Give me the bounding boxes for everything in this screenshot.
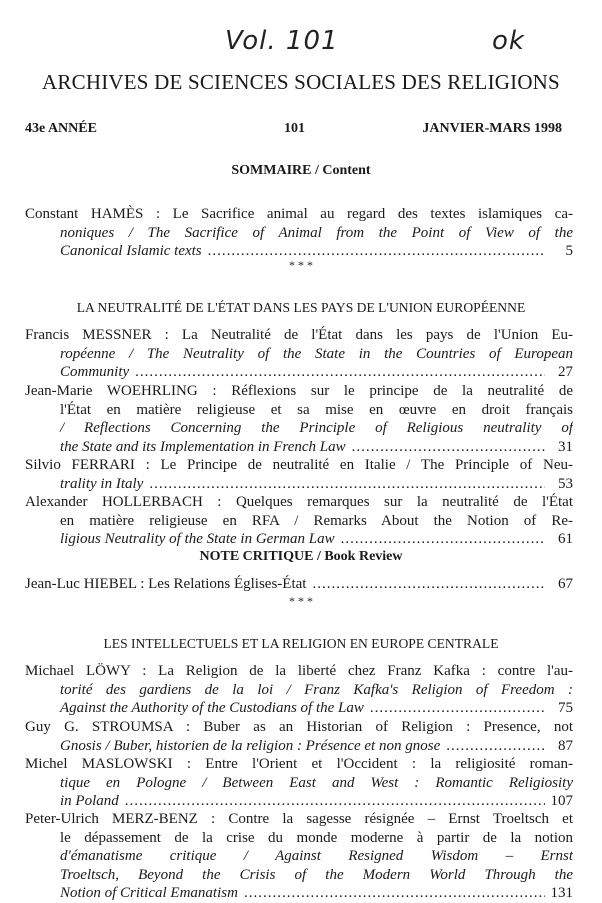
entry-line: in Poland (60, 793, 119, 809)
issue-year: 43e ANNÉE (25, 121, 97, 136)
toc-entry[interactable] (25, 382, 573, 456)
leader-dots (370, 699, 545, 718)
stars-separator-2: * * * (289, 594, 313, 608)
leader-dots (125, 792, 545, 811)
leader-dots (341, 530, 545, 549)
entry-line: Guy G. STROUMSA : Buber as an Historian of Religion : Presence, not (25, 719, 573, 735)
section-title-sommaire: SOMMAIRE / Content (231, 163, 371, 178)
entry-line: Alexander HOLLERBACH : Quelques remarques sur la neutralité de l'État (25, 494, 573, 510)
entry-line: Jean-Luc HIEBEL : Les Relations Églises-État (25, 576, 307, 592)
page-number: 53 (558, 475, 573, 492)
stars-separator-1: * * * (289, 258, 313, 272)
page-number: 31 (558, 438, 573, 455)
page-number: 61 (558, 531, 573, 547)
toc-entry[interactable] (25, 718, 573, 755)
entry-line: trality in Italy (60, 475, 144, 492)
entry-line: en matière religieuse en RFA / Remarks About the Notion of Re- (60, 512, 573, 529)
entry-line: torité des gardiens de la loi / Franz Kafka's Religion of Freedom : (60, 681, 573, 698)
entry-line: Canonical Islamic texts (60, 243, 202, 259)
entry-line: Michel MASLOWSKI : Entre l'Orient et l'Occident : la religiosité roman- (25, 756, 573, 772)
leader-dots (149, 475, 545, 494)
toc-entry[interactable] (25, 205, 573, 261)
toc-entry[interactable] (25, 326, 573, 382)
entry-line: / Reflections Concerning the Principle of Religious neutrality of (60, 420, 573, 436)
entry-line: Notion of Critical Emanatism (60, 885, 238, 901)
issue-date: JANVIER-MARS 1998 (422, 121, 562, 136)
entry-line: Troeltsch, Beyond the Crisis of the Modern World Through the (60, 866, 573, 883)
entry-line: Jean-Marie WOEHRLING : Réflexions sur le principe de la neutralité de (25, 383, 573, 399)
page-number: 27 (558, 364, 573, 380)
page-number: 131 (550, 885, 573, 901)
section-title-note-critique: NOTE CRITIQUE / Book Review (199, 549, 403, 564)
page-number: 87 (558, 737, 573, 754)
journal-title: ARCHIVES DE SCIENCES SOCIALES DES RELIGIONS (42, 70, 560, 94)
handwritten-ok-note: ok (492, 26, 525, 56)
entry-line: Gnosis / Buber, historien de la religion : Présence et non gnose (60, 737, 441, 754)
page-number: 67 (558, 576, 573, 592)
entry-line: noniques / The Sacrifice of Animal from the Point of View of the (60, 224, 573, 241)
entry-line: ligious Neutrality of the State in German Law (60, 531, 335, 547)
issue-number: 101 (284, 121, 305, 136)
entry-line: Against the Authority of the Custodians of the Law (60, 700, 364, 716)
entry-line: Constant HAMÈS : Le Sacrifice animal au regard des textes islamiques ca- (25, 206, 573, 222)
entry-line: Francis MESSNER : La Neutralité de l'État dans les pays de l'Union Eu- (25, 327, 573, 343)
entry-line: the State and its Implementation in French Law (60, 438, 346, 455)
entry-line: Peter-Ulrich MERZ-BENZ : Contre la sagesse résignée – Ernst Troeltsch et (25, 811, 573, 827)
theme-title-neutrality: LA NEUTRALITÉ DE L'ÉTAT DANS LES PAYS DE L'UNION EUROPÉENNE (76, 300, 526, 315)
entry-line: Michael LÖWY : La Religion de la liberté chez Franz Kafka : contre l'au- (25, 663, 573, 679)
entry-line: le dépassement de la crise du monde moderne à partir de la notion (60, 829, 573, 846)
leader-dots (208, 242, 545, 261)
entry-line: tique en Pologne / Between East and West : Romantic Religiosity (60, 774, 573, 791)
entry-line: Community (60, 364, 130, 380)
page-number: 107 (550, 793, 573, 809)
toc-entry[interactable] (25, 755, 573, 811)
entry-line: Silvio FERRARI : Le Principe de neutralité en Italie / The Principle of Neu- (25, 457, 573, 473)
theme-title-intellectuals: LES INTELLECTUELS ET LA RELIGION EN EUROPE CENTRALE (103, 636, 499, 651)
toc-entry[interactable] (25, 456, 573, 493)
handwritten-volume-note: Vol. 101 (225, 26, 339, 56)
page-number: 5 (565, 243, 573, 259)
toc-entry[interactable] (25, 810, 573, 903)
leader-dots (312, 575, 545, 594)
entry-line: ropéenne / The Neutrality of the State in the Countries of European (60, 345, 573, 362)
toc-entry[interactable] (25, 493, 573, 549)
toc-entry[interactable] (25, 662, 573, 718)
leader-dots (446, 737, 545, 756)
leader-dots (352, 438, 545, 457)
entry-line: d'émanatisme critique / Against Resigned Wisdom – Ernst (60, 848, 573, 864)
entry-line: l'État en matière religieuse et sa mise en œuvre en droit français (60, 401, 573, 418)
toc-entry[interactable] (25, 575, 573, 594)
leader-dots (135, 363, 545, 382)
page-number: 75 (558, 700, 573, 716)
